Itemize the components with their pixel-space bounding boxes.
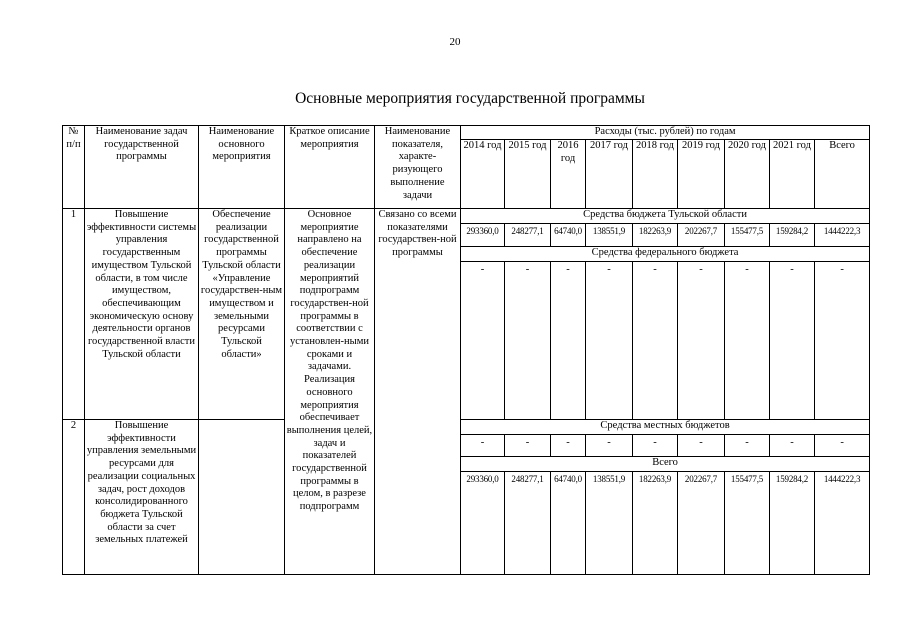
header-year: 2016 год [551, 140, 586, 209]
total-value: 202267,7 [678, 472, 725, 575]
program-events-table [62, 125, 870, 575]
total-value: 1444222,3 [815, 472, 870, 575]
header-expenses: Расходы (тыс. рублей) по годам [461, 126, 870, 140]
total-value: 138551,9 [586, 472, 633, 575]
header-year: 2014 год [461, 140, 505, 209]
total-label: Всего [461, 457, 870, 472]
regional-value: 248277,1 [505, 224, 551, 247]
regional-value: 202267,7 [678, 224, 725, 247]
regional-value: 138551,9 [586, 224, 633, 247]
header-year: 2021 год [770, 140, 815, 209]
event-cell-empty [199, 420, 285, 575]
federal-value: - [678, 262, 725, 420]
federal-value: - [505, 262, 551, 420]
header-desc: Краткое описание мероприятия [285, 126, 375, 209]
local-value: - [551, 435, 586, 457]
task-cell: Повышение эффективности управления земельными ресурсами для реализации социальных задач, рост доходов консолидированного бюджета Тульской области за счет земельных платежей [85, 420, 199, 575]
header-task: Наименование задач государственной программы [85, 126, 199, 209]
federal-value: - [770, 262, 815, 420]
description-cell: Основное мероприятие направлено на обеспечение реализации мероприятий подпрограмм государствен-ной программы в соответствии с установлен-ными сроками и задачами. Реализация основного мероприятия обеспечивает выполнения целей, задач и показателей государственной программы в целом, в разрезе подпрограмм [285, 209, 375, 575]
federal-budget-label: Средства федерального бюджета [461, 247, 870, 262]
header-year: 2020 год [725, 140, 770, 209]
local-value: - [770, 435, 815, 457]
event-cell: Обеспечение реализации государственной программы Тульской области «Управление государствен-ным имуществом и земельными ресурсами Тульской области» [199, 209, 285, 420]
regional-value: 64740,0 [551, 224, 586, 247]
federal-value: - [551, 262, 586, 420]
regional-value: 1444222,3 [815, 224, 870, 247]
header-year: 2017 год [586, 140, 633, 209]
header-year: 2018 год [633, 140, 678, 209]
regional-value: 159284,2 [770, 224, 815, 247]
local-budget-label: Средства местных бюджетов [461, 420, 870, 435]
local-value: - [678, 435, 725, 457]
page-title: Основные мероприятия государственной программы [295, 90, 645, 107]
local-value: - [725, 435, 770, 457]
total-value: 155477,5 [725, 472, 770, 575]
header-indicator: Наименование показателя, характе-ризующего выполнение задачи [375, 126, 461, 209]
federal-value: - [461, 262, 505, 420]
total-value: 64740,0 [551, 472, 586, 575]
header-event: Наименование основного мероприятия [199, 126, 285, 209]
header-year: 2019 год [678, 140, 725, 209]
header-year: 2015 год [505, 140, 551, 209]
regional-value: 182263,9 [633, 224, 678, 247]
regional-value: 293360,0 [461, 224, 505, 247]
task-cell: Повышение эффективности системы управления государственным имуществом Тульской области, в том числе имуществом, обеспечивающим экономическую основу деятельности органов государственной власти Тульской области [85, 209, 199, 420]
local-value: - [633, 435, 678, 457]
total-value: 159284,2 [770, 472, 815, 575]
federal-value: - [725, 262, 770, 420]
total-value: 182263,9 [633, 472, 678, 575]
federal-value: - [633, 262, 678, 420]
local-value: - [815, 435, 870, 457]
local-value: - [505, 435, 551, 457]
total-value: 248277,1 [505, 472, 551, 575]
row-num: 1 [63, 209, 85, 420]
header-total: Всего [815, 140, 870, 209]
local-value: - [586, 435, 633, 457]
row-num: 2 [63, 420, 85, 575]
federal-value: - [815, 262, 870, 420]
page-number: 20 [449, 36, 461, 48]
local-value: - [461, 435, 505, 457]
header-num: № п/п [63, 126, 85, 209]
regional-value: 155477,5 [725, 224, 770, 247]
total-value: 293360,0 [461, 472, 505, 575]
indicator-cell: Связано со всеми показателями государствен-ной программы [375, 209, 461, 575]
federal-value: - [586, 262, 633, 420]
regional-budget-label: Средства бюджета Тульской области [461, 209, 870, 224]
